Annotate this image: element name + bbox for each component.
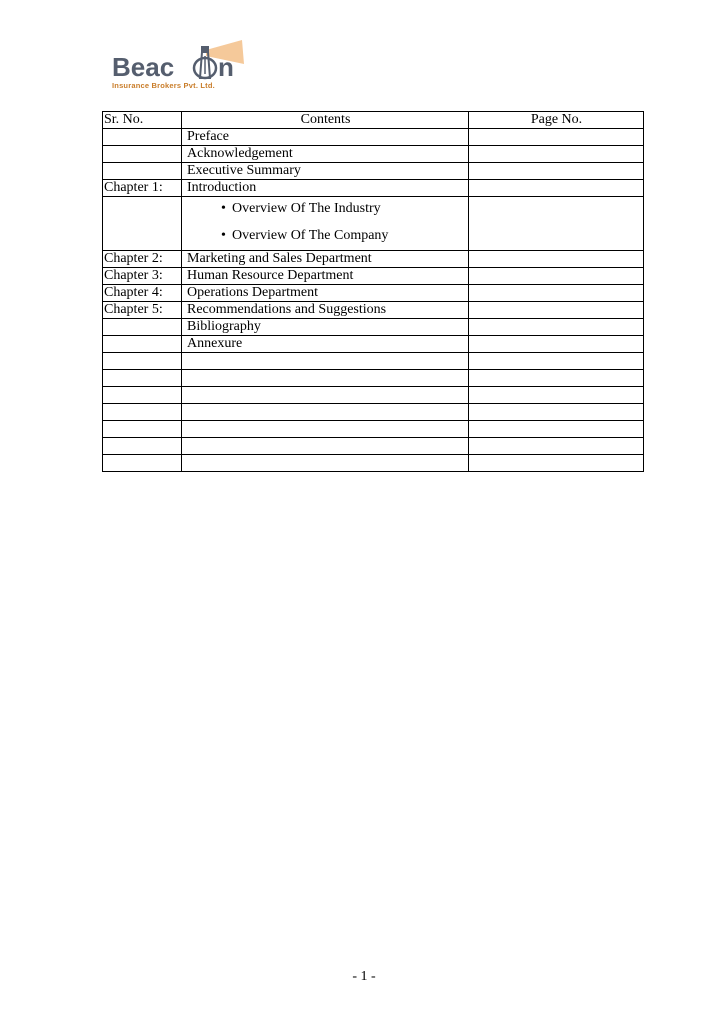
bullet-icon: • [221,201,226,216]
sr-cell [103,336,182,353]
content-cell [182,438,469,455]
page-cell [469,251,644,268]
table-row [103,180,644,197]
content-cell-bullets [182,197,469,251]
table-row-bullets [103,197,644,251]
table-row [103,146,644,163]
bullet-item [187,201,468,216]
content-cell [182,455,469,472]
table-row [103,370,644,387]
page-cell [469,336,644,353]
sr-cell [103,353,182,370]
page-cell [469,353,644,370]
content-cell [182,404,469,421]
table-row [103,268,644,285]
sr-cell [103,197,182,251]
page-cell [469,180,644,197]
table-row [103,285,644,302]
content-cell: Recommendations and Suggestions [182,302,469,319]
logo-wordmark-n: n [218,52,234,82]
sr-cell: Chapter 2: [103,251,182,268]
page-cell [469,285,644,302]
content-cell: Executive Summary [182,163,469,180]
sr-cell [103,421,182,438]
header-sr-no: Sr. No. [103,112,182,129]
content-cell: Preface [182,129,469,146]
bullet-text: Overview Of The Company [232,228,389,243]
content-cell [182,421,469,438]
content-cell: Operations Department [182,285,469,302]
content-cell: Human Resource Department [182,268,469,285]
page-cell [469,268,644,285]
sr-cell [103,404,182,421]
sr-cell [103,163,182,180]
sr-cell [103,438,182,455]
content-cell: Introduction [182,180,469,197]
table-row [103,421,644,438]
page-cell [469,302,644,319]
content-cell [182,353,469,370]
page-number: - 1 - [352,969,376,984]
page-cell [469,319,644,336]
sr-cell [103,319,182,336]
page-cell [469,146,644,163]
content-cell: Annexure [182,336,469,353]
sr-cell: Chapter 1: [103,180,182,197]
table-header-row [103,112,644,129]
table-row [103,455,644,472]
bullet-text: Overview Of The Industry [232,201,381,216]
table-row [103,336,644,353]
sr-cell: Chapter 5: [103,302,182,319]
sr-cell [103,370,182,387]
table-row [103,251,644,268]
beacon-logo-graphic [110,38,250,82]
page-cell [469,438,644,455]
table-row [103,438,644,455]
table-row [103,129,644,146]
content-cell [182,370,469,387]
bullet-icon: • [221,228,226,243]
page-cell [469,404,644,421]
bullet-item [187,228,468,243]
company-logo [110,38,250,98]
page-cell [469,129,644,146]
header-contents: Contents [182,112,469,129]
sr-cell [103,146,182,163]
contents-table [102,111,644,472]
table-row [103,319,644,336]
sr-cell [103,129,182,146]
table-row [103,387,644,404]
content-cell: Acknowledgement [182,146,469,163]
page-cell [469,421,644,438]
sr-cell [103,455,182,472]
content-cell: Bibliography [182,319,469,336]
content-cell [182,387,469,404]
page-cell [469,455,644,472]
table-row [103,302,644,319]
content-cell: Marketing and Sales Department [182,251,469,268]
logo-wordmark-beac: Beac [112,52,175,82]
logo-tagline: Insurance Brokers Pvt. Ltd. [112,81,215,90]
page-cell [469,387,644,404]
page-cell [469,163,644,180]
sr-cell [103,387,182,404]
header-page-no: Page No. [469,112,644,129]
sr-cell: Chapter 3: [103,268,182,285]
table-row [103,163,644,180]
page-cell [469,370,644,387]
sr-cell: Chapter 4: [103,285,182,302]
page-cell [469,197,644,251]
table-row [103,353,644,370]
table-row [103,404,644,421]
